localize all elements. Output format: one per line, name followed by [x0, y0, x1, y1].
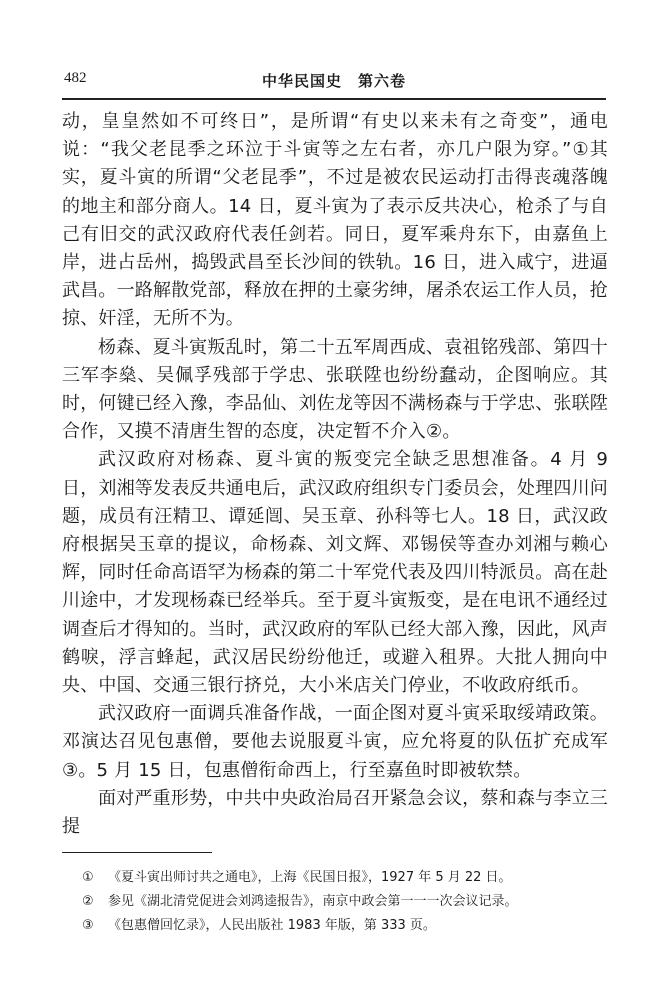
running-head: 中华民国史 第六卷	[261, 72, 406, 90]
footnote-text: 《包惠僧回忆录》，人民出版社 1983 年版，第 333 页。	[108, 918, 436, 933]
paragraph: 武汉政府对杨森、夏斗寅的叛变完全缺乏思想准备。4 月 9 日，刘湘等发表反共通电后，武汉政府组织专门委员会，处理四川问题，成员有汪精卫、谭延闿、吴玉章、孙科等七人。18 日，武汉政府根据吴玉章的提议，命杨森、刘文辉、邓锡侯等查办刘湘与赖心辉，同时任命高语罕为杨森的第二十军党代表及四川特派员。高在赴川途中，才发现杨森已经举兵。至于夏斗寅叛变，是在电讯不通经过调查后才得知的。当时，武汉政府的军队已经大部入豫，因此，风声鹤唳，浮言蜂起，武汉居民纷纷他迁，或避入租界。大批人拥向中央、中国、交通三银行挤兑，大小米店关门停业，不收政府纸币。	[62, 449, 608, 697]
paragraph: 面对严重形势，中共中央政治局召开紧急会议，蔡和森与李立三提	[62, 787, 608, 838]
footnote-rule	[62, 852, 212, 853]
footnote-3	[82, 914, 602, 938]
paragraph: 杨森、夏斗寅叛乱时，第二十五军周西成、袁祖铭残部、第四十三军李燊、吴佩孚残部于学忠、张联陞也纷纷蠢动，企图响应。其时，何键已经入豫，李品仙、刘佐龙等因不满杨森与于学忠、张联陞合作，又摸不清唐生智的态度，决定暂不介入②。	[62, 336, 608, 443]
paragraph: 武汉政府一面调兵准备作战，一面企图对夏斗寅采取绥靖政策。邓演达召见包惠僧，要他去说服夏斗寅，应允将夏的队伍扩充成军③。5 月 15 日，包惠僧衔命西上，行至嘉鱼时即被软禁。	[62, 703, 608, 781]
footnote-marker: ①	[82, 870, 94, 885]
page-header	[64, 70, 604, 92]
footnote-text: 参见《湖北清党促进会刘鸿逵报告》，南京中政会第一一一次会议记录。	[108, 894, 518, 909]
footnotes	[82, 866, 602, 938]
page-number: 482	[64, 70, 87, 86]
body-text	[62, 108, 608, 841]
footnote-marker: ③	[82, 918, 94, 933]
footnote-1	[82, 866, 602, 890]
header-rule	[62, 98, 606, 100]
footnote-text: 《夏斗寅出师讨共之通电》，上海《民国日报》，1927 年 5 月 22 日。	[108, 870, 512, 885]
footnote-2	[82, 890, 602, 914]
footnote-marker: ②	[82, 894, 94, 909]
paragraph-continued: 动，皇皇然如不可终日”，是所谓“有史以来未有之奇变”，通电说：“我父老昆季之环泣于斗寅等之左右者，亦几户限为穿。”①其实，夏斗寅的所谓“父老昆季”，不过是被农民运动打击得丧魂落魄的地主和部分商人。14 日，夏斗寅为了表示反共决心，枪杀了与自己有旧交的武汉政府代表任剑若。同日，夏军乘舟东下，由嘉鱼上岸，进占岳州，捣毁武昌至长沙间的铁轨。16 日，进入咸宁，进逼武昌。一路解散党部，释放在押的土豪劣绅，屠杀农运工作人员，抢掠、奸淫，无所不为。	[62, 111, 608, 330]
